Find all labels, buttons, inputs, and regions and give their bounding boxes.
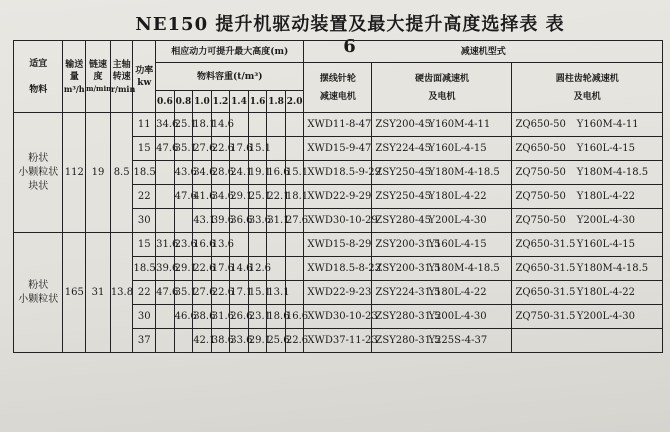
table-row bbox=[14, 113, 663, 137]
height-cell bbox=[156, 161, 175, 185]
height-cell: 25.1 bbox=[174, 113, 193, 137]
cylinder-reducer-cell: ZQ750-31.5 bbox=[512, 305, 574, 329]
reducer-header: 减速机型式 bbox=[304, 41, 663, 63]
throughput-cell: 112 bbox=[63, 113, 86, 233]
height-cell: 41.6 bbox=[193, 185, 212, 209]
hardgear-motor-cell: Y225S-4-37 bbox=[425, 329, 512, 353]
chain-speed-header: 链速 度 m/min bbox=[86, 41, 111, 113]
selection-table bbox=[13, 40, 663, 353]
hardgear-reducer-cell: ZSY224-31.5 bbox=[372, 281, 426, 305]
height-cell: 28.6 bbox=[211, 161, 230, 185]
height-cell: 15.1 bbox=[285, 161, 304, 185]
hardgear-motor-cell: Y180M-4-18.5 bbox=[425, 161, 512, 185]
height-cell: 39.6 bbox=[156, 257, 175, 281]
height-cell: 26.6 bbox=[230, 305, 249, 329]
chain-speed-cell: 19 bbox=[86, 113, 111, 233]
hardgear-motor-cell: Y200L-4-30 bbox=[425, 305, 512, 329]
cylinder-reducer-cell: ZQ650-50 bbox=[512, 137, 574, 161]
height-cell: 27.6 bbox=[193, 281, 212, 305]
cycloid-cell: XWD30-10-29 bbox=[304, 209, 372, 233]
power-cell: 22 bbox=[133, 185, 156, 209]
density-cell: 0.8 bbox=[174, 91, 193, 113]
hardgear-motor-cell: Y160L-4-15 bbox=[425, 137, 512, 161]
cycloid-cell: XWD22-9-29 bbox=[304, 185, 372, 209]
height-cell: 19.1 bbox=[248, 161, 267, 185]
cycloid-cell: XWD11-8-47 bbox=[304, 113, 372, 137]
hardgear-reducer-cell: ZSY250-45 bbox=[372, 185, 426, 209]
height-cell: 43.6 bbox=[174, 161, 193, 185]
table-title: NE150 提升机驱动装置及最大提升高度选择表 表6 bbox=[135, 14, 565, 57]
density-cell: 1.4 bbox=[230, 91, 249, 113]
material-line: 小颗粒状 bbox=[18, 166, 59, 178]
height-cell: 25.6 bbox=[267, 329, 286, 353]
height-cell: 35.1 bbox=[174, 281, 193, 305]
height-cell bbox=[285, 113, 304, 137]
cylinder-motor-cell: Y160L-4-15 bbox=[574, 137, 663, 161]
hardgear-motor-cell: Y200L-4-30 bbox=[425, 209, 512, 233]
throughput-header: 输送 量 m³/h bbox=[63, 41, 86, 113]
cycloid-cell: XWD18.5-9-29 bbox=[304, 161, 372, 185]
height-cell bbox=[285, 257, 304, 281]
hardgear-reducer-cell: ZSY280-45 bbox=[372, 209, 426, 233]
material-cell bbox=[14, 233, 63, 353]
cylinder-motor-cell: Y180L-4-22 bbox=[574, 185, 663, 209]
cycloid-header: 摆线针轮 减速电机 bbox=[304, 63, 372, 113]
height-cell: 35.1 bbox=[174, 137, 193, 161]
cycloid-cell: XWD18.5-8-23 bbox=[304, 257, 372, 281]
height-cell: 47.6 bbox=[156, 281, 175, 305]
spindle-speed-cell: 8.5 bbox=[110, 113, 133, 233]
power-cell: 15 bbox=[133, 137, 156, 161]
cylinder-motor-cell: Y180M-4-18.5 bbox=[574, 257, 663, 281]
height-header: 相应动力可提升最大高度(m) bbox=[156, 41, 304, 63]
height-cell: 27.6 bbox=[285, 209, 304, 233]
cycloid-cell: XWD37-11-23 bbox=[304, 329, 372, 353]
height-cell bbox=[174, 329, 193, 353]
height-cell: 17.6 bbox=[211, 257, 230, 281]
height-cell: 47.6 bbox=[156, 137, 175, 161]
density-cell: 1.0 bbox=[193, 91, 212, 113]
cylinder-reducer-cell: ZQ750-50 bbox=[512, 161, 574, 185]
hardgear-reducer-cell: ZSY200-45 bbox=[372, 113, 426, 137]
height-cell: 16.6 bbox=[267, 161, 286, 185]
power-cell: 18.5 bbox=[133, 161, 156, 185]
hardgear-reducer-cell: ZSY200-31.5 bbox=[372, 257, 426, 281]
material-line: 小颗粒状 bbox=[18, 293, 59, 305]
height-cell: 23.1 bbox=[248, 305, 267, 329]
cylinder-reducer-cell: ZQ750-50 bbox=[512, 209, 574, 233]
height-cell: 34.6 bbox=[211, 185, 230, 209]
height-cell: 22.6 bbox=[193, 257, 212, 281]
hardgear-motor-cell: Y180M-4-18.5 bbox=[425, 257, 512, 281]
height-cell: 17.1 bbox=[230, 281, 249, 305]
throughput-cell: 165 bbox=[63, 233, 86, 353]
cylinder-reducer-cell: ZQ750-50 bbox=[512, 185, 574, 209]
material-cell bbox=[14, 113, 63, 233]
cylinder-motor-cell: Y160M-4-11 bbox=[574, 113, 663, 137]
cylinder-motor-cell: Y180M-4-18.5 bbox=[574, 161, 663, 185]
height-cell bbox=[156, 185, 175, 209]
density-cell: 1.8 bbox=[267, 91, 286, 113]
height-cell: 42.1 bbox=[193, 329, 212, 353]
header-row-1 bbox=[14, 41, 663, 63]
height-cell: 18.1 bbox=[285, 185, 304, 209]
cylinder-motor-cell: Y180L-4-22 bbox=[574, 281, 663, 305]
height-cell: 27.6 bbox=[193, 137, 212, 161]
height-cell bbox=[285, 233, 304, 257]
height-cell: 29.1 bbox=[248, 329, 267, 353]
height-cell bbox=[285, 137, 304, 161]
height-cell bbox=[248, 113, 267, 137]
hardgear-motor-cell: Y160L-4-15 bbox=[425, 233, 512, 257]
density-header: 物料容重(t/m³) bbox=[156, 63, 304, 91]
height-cell: 16.6 bbox=[193, 233, 212, 257]
height-cell: 15.1 bbox=[248, 281, 267, 305]
hardgear-header: 硬齿面减速机 及电机 bbox=[372, 63, 512, 113]
power-cell: 37 bbox=[133, 329, 156, 353]
hardgear-reducer-cell: ZSY280-31.5 bbox=[372, 329, 426, 353]
height-cell: 43.1 bbox=[193, 209, 212, 233]
height-cell: 39.6 bbox=[211, 209, 230, 233]
height-cell: 12.6 bbox=[248, 257, 267, 281]
cylinder-motor-cell: Y200L-4-30 bbox=[574, 305, 663, 329]
hardgear-motor-cell: Y180L-4-22 bbox=[425, 281, 512, 305]
height-cell: 22.6 bbox=[285, 329, 304, 353]
power-cell: 22 bbox=[133, 281, 156, 305]
material-line: 粉状 bbox=[28, 279, 49, 291]
height-cell: 17.6 bbox=[230, 137, 249, 161]
height-cell bbox=[267, 233, 286, 257]
height-cell bbox=[267, 113, 286, 137]
height-cell: 18.1 bbox=[193, 113, 212, 137]
height-cell: 29.1 bbox=[174, 257, 193, 281]
hardgear-motor-cell: Y180L-4-22 bbox=[425, 185, 512, 209]
height-cell: 24.1 bbox=[230, 161, 249, 185]
density-cell: 1.6 bbox=[248, 91, 267, 113]
cycloid-cell: XWD22-9-23 bbox=[304, 281, 372, 305]
height-cell: 33.6 bbox=[248, 209, 267, 233]
height-cell: 15.1 bbox=[248, 137, 267, 161]
height-cell bbox=[156, 329, 175, 353]
cylinder-reducer-cell: ZQ650-31.5 bbox=[512, 257, 574, 281]
height-cell: 34.6 bbox=[193, 161, 212, 185]
material-line: 粉状 bbox=[28, 152, 49, 164]
cylinder-header: 圆柱齿轮减速机 及电机 bbox=[512, 63, 663, 113]
height-cell: 38.6 bbox=[211, 329, 230, 353]
height-cell: 36.6 bbox=[230, 209, 249, 233]
cylinder-motor-cell: Y160L-4-15 bbox=[574, 233, 663, 257]
height-cell bbox=[156, 305, 175, 329]
cylinder-reducer-cell bbox=[512, 329, 574, 353]
cycloid-cell: XWD30-10-23 bbox=[304, 305, 372, 329]
cylinder-motor-cell bbox=[574, 329, 663, 353]
spindle-speed-cell: 13.8 bbox=[110, 233, 133, 353]
hardgear-reducer-cell: ZSY250-45 bbox=[372, 161, 426, 185]
height-cell: 22.6 bbox=[211, 281, 230, 305]
cylinder-reducer-cell: ZQ650-31.5 bbox=[512, 233, 574, 257]
power-cell: 30 bbox=[133, 209, 156, 233]
power-cell: 11 bbox=[133, 113, 156, 137]
power-cell: 15 bbox=[133, 233, 156, 257]
cylinder-motor-cell: Y200L-4-30 bbox=[574, 209, 663, 233]
height-cell: 14.6 bbox=[230, 257, 249, 281]
cylinder-reducer-cell: ZQ650-50 bbox=[512, 113, 574, 137]
material-line: 块状 bbox=[28, 180, 49, 192]
power-header: 功率 kw bbox=[133, 41, 156, 113]
height-cell: 34.6 bbox=[156, 113, 175, 137]
hardgear-motor-cell: Y160M-4-11 bbox=[425, 113, 512, 137]
spindle-speed-header: 主轴 转速 r/min bbox=[110, 41, 133, 113]
height-cell: 29.1 bbox=[230, 185, 249, 209]
hardgear-reducer-cell: ZSY280-31.5 bbox=[372, 305, 426, 329]
height-cell bbox=[248, 233, 267, 257]
cycloid-cell: XWD15-8-29 bbox=[304, 233, 372, 257]
cycloid-cell: XWD15-9-47 bbox=[304, 137, 372, 161]
height-cell: 33.6 bbox=[230, 329, 249, 353]
height-cell: 13.6 bbox=[211, 233, 230, 257]
height-cell bbox=[174, 209, 193, 233]
height-cell: 31.1 bbox=[267, 209, 286, 233]
density-cell: 1.2 bbox=[211, 91, 230, 113]
height-cell: 22.6 bbox=[211, 137, 230, 161]
power-cell: 30 bbox=[133, 305, 156, 329]
table-row bbox=[14, 233, 663, 257]
height-cell: 31.6 bbox=[156, 233, 175, 257]
height-cell: 13.1 bbox=[267, 281, 286, 305]
height-cell: 31.6 bbox=[211, 305, 230, 329]
hardgear-reducer-cell: ZSY200-31.5 bbox=[372, 233, 426, 257]
height-cell: 22.1 bbox=[267, 185, 286, 209]
material-header: 适宜 物料 bbox=[14, 41, 63, 113]
height-cell: 14.6 bbox=[211, 113, 230, 137]
height-cell: 23.6 bbox=[174, 233, 193, 257]
height-cell bbox=[156, 209, 175, 233]
height-cell: 25.1 bbox=[248, 185, 267, 209]
height-cell: 16.6 bbox=[285, 305, 304, 329]
density-cell: 0.6 bbox=[156, 91, 175, 113]
hardgear-reducer-cell: ZSY224-45 bbox=[372, 137, 426, 161]
height-cell: 38.6 bbox=[193, 305, 212, 329]
height-cell: 46.6 bbox=[174, 305, 193, 329]
height-cell: 18.6 bbox=[267, 305, 286, 329]
cylinder-reducer-cell: ZQ650-31.5 bbox=[512, 281, 574, 305]
density-cell: 2.0 bbox=[285, 91, 304, 113]
height-cell: 47.6 bbox=[174, 185, 193, 209]
power-cell: 18.5 bbox=[133, 257, 156, 281]
chain-speed-cell: 31 bbox=[86, 233, 111, 353]
